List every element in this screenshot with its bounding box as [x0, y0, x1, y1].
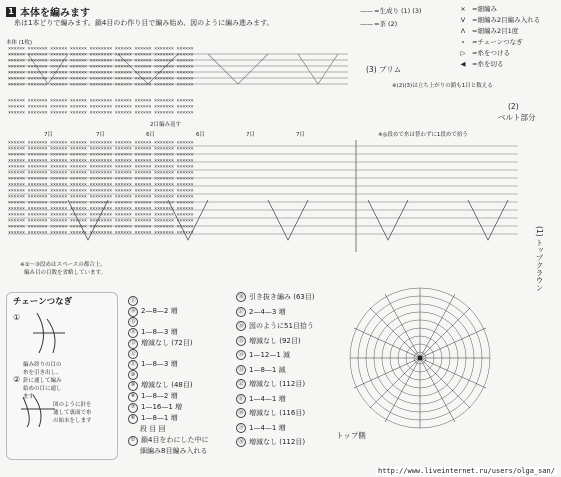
- brim-label: (3) ブリム: [366, 65, 402, 74]
- repeat-label-5: 7目: [246, 132, 255, 138]
- repeat-label-1: 7目: [44, 132, 53, 138]
- round-row: ㉜ 増減なし (112目): [236, 377, 315, 392]
- round-row: ① 鎖4目をわにした中に: [128, 435, 208, 446]
- rounds-column-2: [236, 290, 315, 450]
- repeat-label-6: 7目: [296, 132, 305, 138]
- top-side-label: トップ側: [336, 431, 366, 440]
- attach-yarn-icon: ▷: [460, 48, 466, 57]
- legend-item-ecru: —— =生成り (1) (3): [360, 6, 422, 15]
- round-row: ㊳ 引き抜き編み (63目): [236, 290, 315, 305]
- round-row: ⑧ 1—8—2 増: [128, 391, 208, 402]
- belt-rows: ×××××× ××××××× ×××××× ×××××× ×××××××× ×××××× ×××××× ××××××× ×××××× ×××××× ××××××× ×××××× ×××××× ×××××××× ×××××× ×××××× ××××××× ×××××× ×××××× ××××××× ×××××× ×××××× ×××××××× ×××××× ×××××× ××××××× ××××××: [8, 98, 194, 116]
- chain-join-panel: [6, 292, 118, 460]
- round-row: ㊱ 図のように51目拾う: [236, 319, 315, 334]
- line-icon: ——: [360, 19, 373, 28]
- top-crown-circle-diagram: [330, 286, 516, 436]
- legend-note: ※(2)(3)は立ち上がりの鎖も1目と数える: [392, 83, 493, 89]
- legend-chain-join: ∘ =チェーンつなぎ: [458, 37, 540, 46]
- chain-join-title: チェーンつなぎ: [13, 297, 73, 307]
- round-row: ㉝ 1—8—1 減: [236, 363, 315, 378]
- section-title: [6, 4, 90, 19]
- legend-item-brown: —— =茶 (2): [360, 19, 398, 28]
- legend-sc: × =細編み: [458, 4, 540, 13]
- step2-text: 図のように針を 通して裏面で糸 の始末をします: [53, 402, 92, 424]
- source-url[interactable]: http://www.liveinternet.ru/users/olga_san/: [377, 467, 555, 475]
- top-crown-label: (1) トップクラウン: [535, 226, 544, 292]
- x-stitch-icon: ×: [460, 4, 466, 13]
- round-row: ㉛ 1—4—1 増: [236, 392, 315, 407]
- round-row: ⑪ 1—8—3 増: [128, 359, 208, 370]
- cut-yarn-icon: ◀: [460, 59, 466, 68]
- legend-cut-yarn: ◀ =糸を切る: [458, 59, 540, 68]
- bottom-note-1: ※①〜③段めはスペースの都合上、: [20, 262, 106, 268]
- repeat-label-4: 6目: [196, 132, 205, 138]
- right-note: ※◎段めで糸は替わずに1段めで拾う: [378, 132, 468, 138]
- brim-rows: ×××××× ××××××× ×××××× ×××××× ×××××××× ×××××× ×××××× ××××××× ×××××× ×××××× ××××××× ×××××× ×××××× ×××××××× ×××××× ×××××× ××××××× ×××××× ×××××× ××××××× ×××××× ×××××× ×××××××× ×××××× ×××××× ××××××× ×××××× ×××××× ××××××× ×××××× ×××××× ×××××××× ×××××× ×××××× ××××××× ×××××× ×××××× ××××××× ×××××× ×××××× ×××××××× ×××××× ×××××× ××××××× ×××××× ×××××× ××××××× ×××××× ×××××× ×××××××× ×××××× ×××××× ××××××× ×××××× ×××××× ××××××× ×××××× ×××××× ×××××××× ×××××× ×××××× ××××××× ××××××: [8, 46, 194, 88]
- body-label: 本体 (1枚): [6, 40, 33, 46]
- circle-stitch-icon: ∘: [460, 37, 466, 46]
- round-row: ㉞ 1—12—1 減: [236, 348, 315, 363]
- rounds-column-1: [128, 296, 208, 457]
- round-row: ⑩: [128, 370, 208, 380]
- round-row: ⑬ 増減なし (72目): [128, 338, 208, 349]
- repeat-label-3: 6目: [146, 132, 155, 138]
- stitch-legend: [458, 4, 540, 68]
- belt-label: ベルト部分: [498, 113, 536, 122]
- round-row: ⑨ 増減なし (48目): [128, 380, 208, 391]
- pattern-note: 2目編み返す: [150, 122, 181, 128]
- section-subtitle: 糸は1本どりで編みます。鎖4目のわ作り目で編み始め、図のように編み進みます。: [14, 19, 274, 27]
- round-row: ⑥ 1—8—1 増: [128, 413, 208, 424]
- v-stitch-icon: V: [460, 15, 466, 24]
- round-row: ⑰: [128, 296, 208, 306]
- legend-dec: Λ =細編み2目1度: [458, 26, 540, 35]
- round-row: ⑦ 1—16—1 増: [128, 402, 208, 413]
- needle-illustration-1: [29, 309, 69, 357]
- section-number: 1: [6, 7, 16, 17]
- color-legend: [360, 6, 422, 28]
- repeat-label-2: 7目: [96, 132, 105, 138]
- section-heading: 本体を編みます: [20, 8, 90, 19]
- round-row: ⑭ 1—8—3 増: [128, 327, 208, 338]
- legend-attach-yarn: ▷ =糸をつける: [458, 48, 540, 57]
- line-icon: ——: [360, 6, 373, 15]
- round-row-continued: 細編み8目編み入れる: [140, 447, 208, 455]
- crown-rows: ×××××× ××××××× ×××××× ×××××× ×××××××× ×××××× ×××××× ××××××× ×××××× ×××××× ××××××× ×××××× ×××××× ×××××××× ×××××× ×××××× ××××××× ×××××× ×××××× ××××××× ×××××× ×××××× ×××××××× ×××××× ×××××× ××××××× ×××××× ×××××× ××××××× ×××××× ×××××× ×××××××× ×××××× ×××××× ××××××× ×××××× ×××××× ××××××× ×××××× ×××××× ×××××××× ×××××× ×××××× ××××××× ×××××× ×××××× ××××××× ×××××× ×××××× ×××××××× ×××××× ×××××× ××××××× ×××××× ×××××× ××××××× ×××××× ×××××× ×××××××× ×××××× ×××××× ××××××× ×××××× ×××××× ××××××× ×××××× ×××××× ×××××××× ×××××× ×××××× ××××××× ×××××× ×××××× ××××××× ×××××× ×××××× ×××××××× ×××××× ×××××× ××××××× ×××××× ×××××× ××××××× ×××××× ×××××× ×××××××× ×××××× ×××××× ××××××× ×××××× ×××××× ××××××× ×××××× ×××××× ×××××××× ×××××× ×××××× ××××××× ×××××× ×××××× ××××××× ×××××× ×××××× ×××××××× ×××××× ×××××× ××××××× ×××××× ×××××× ××××××× ×××××× ×××××× ×××××××× ×××××× ×××××× ××××××× ×××××× ×××××× ××××××× ×××××× ×××××× ×××××××× ×××××× ×××××× ××××××× ×××××× ×××××× ××××××× ×××××× ×××××× ×××××××× ×××××× ×××××× ××××××× ×××××× ×××××× ××××××× ×××××× ×××××× ×××××××× ×××××× ×××××× ××××××× ××××××: [8, 140, 194, 236]
- belt-number: (2): [508, 102, 519, 111]
- lambda-stitch-icon: Λ: [460, 26, 466, 35]
- round-row: ㉙ 1—4—1 増: [236, 421, 315, 436]
- round-row: ㉚ 増減なし (116目): [236, 406, 315, 421]
- round-row: ⑯ 2—8—2 増: [128, 306, 208, 317]
- step1-text: 編み終りの目の 糸を引き出し、 針に通して編み 始めの目に通し ます: [23, 362, 62, 400]
- legend-inc: V =細編み2目編み入れる: [458, 15, 540, 24]
- round-row: ⑮: [128, 317, 208, 327]
- bottom-note-2: 編み目の目数を省略しています。: [24, 270, 107, 276]
- round-row: ㉟ 増減なし (92目): [236, 334, 315, 349]
- round-row: ⑫: [128, 349, 208, 359]
- round-row: ㊲ 2—4—3 増: [236, 305, 315, 320]
- step1-number: ①: [13, 313, 21, 322]
- round-header: 段 目 回: [140, 425, 166, 433]
- step2-number: ②: [13, 375, 21, 384]
- round-row: ㉘ 増減なし (112目): [236, 435, 315, 450]
